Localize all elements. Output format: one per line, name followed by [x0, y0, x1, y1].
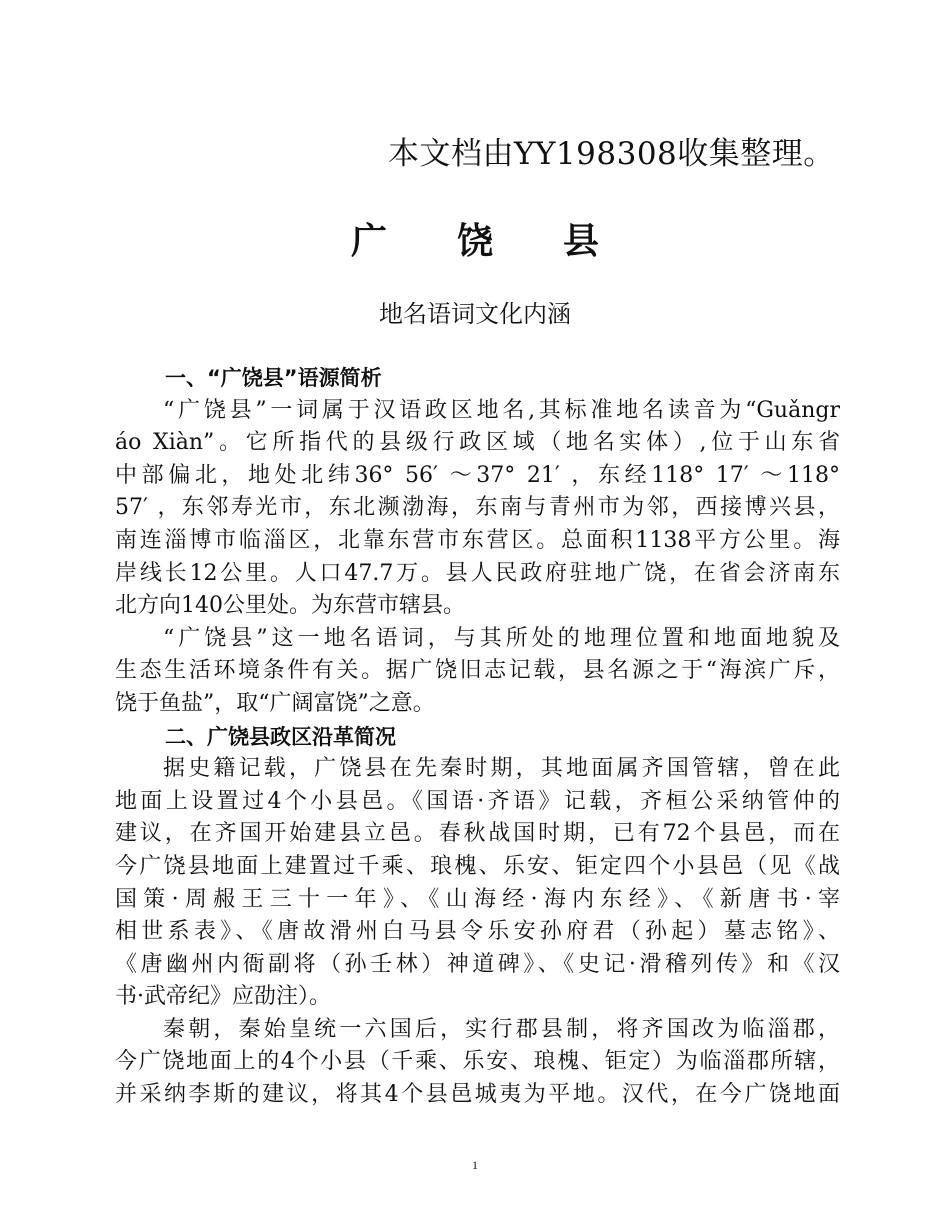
section-heading-1: 一、“广饶县”语源简析 — [165, 366, 382, 390]
page-subtitle: 地名语词文化内涵 — [379, 300, 571, 328]
section-heading-2: 二、广饶县政区沿革简况 — [165, 724, 396, 749]
title-char-2: 饶 — [456, 220, 493, 262]
paragraph-line: 北方向140公里处。为东营市辖县。 — [115, 593, 465, 619]
paragraph-line: 《唐幽州内衙副将（孙壬林）神道碑》、《史记·滑稽列传》和《汉 — [115, 951, 840, 977]
paragraph-line: 据史籍记载，广饶县在先秦时期，其地面属齐国管辖，曾在此 — [163, 756, 840, 782]
collection-notice: 本文档由YY198308收集整理。 — [388, 136, 835, 172]
paragraph-line: 书·武帝纪》应劭注）。 — [115, 984, 331, 1010]
paragraph-line: 中部偏北，地处北纬36° 56′ ～37° 21′ ，东经118° 17′ ～118° — [115, 462, 840, 488]
page-number: 1 — [472, 1158, 478, 1172]
paragraph-1 — [115, 395, 840, 623]
document-body — [115, 362, 840, 1112]
paragraph-line: 今广饶地面上的4个小县（千乘、乐安、琅槐、钜定）为临淄郡所辖， — [115, 1049, 840, 1075]
paragraph-line: áo Xiàn”。它所指代的县级行政区域（地名实体）,位于山东省 — [115, 430, 840, 456]
paragraph-line: 建议，在齐国开始建县立邑。春秋战国时期，已有72个县邑，而在 — [115, 821, 840, 847]
paragraph-line: 岸线长12公里。人口47.7万。县人民政府驻地广饶，在省会济南东 — [115, 560, 840, 586]
page-title — [0, 213, 950, 264]
paragraph-line: 饶于鱼盐”，取“广阔富饶”之意。 — [115, 690, 435, 716]
paragraph-line: 生态生活环境条件有关。据广饶旧志记载，县名源之于“海滨广斥， — [115, 658, 840, 684]
paragraph-line: “广饶县”一词属于汉语政区地名,其标准地名读音为“Guǎngr — [163, 397, 840, 423]
paragraph-2 — [115, 623, 840, 721]
paragraph-line: 今广饶县地面上建置过千乘、琅槐、乐安、钜定四个小县邑（见《战 — [115, 853, 840, 879]
paragraph-4 — [115, 1014, 840, 1112]
paragraph-line: “广饶县”这一地名语词，与其所处的地理位置和地面地貌及 — [163, 625, 840, 651]
paragraph-line: 秦朝，秦始皇统一六国后，实行郡县制，将齐国改为临淄郡， — [163, 1016, 840, 1042]
paragraph-line: 相世系表》、《唐故滑州白马县令乐安孙府君（孙起）墓志铭》、 — [115, 919, 840, 945]
paragraph-line: 南连淄博市临淄区，北靠东营市东营区。总面积1138平方公里。海 — [115, 527, 840, 553]
paragraph-line: 国策·周赧王三十一年》、《山海经·海内东经》、《新唐书·宰 — [115, 886, 840, 912]
title-char-3: 县 — [563, 220, 600, 262]
paragraph-line: 并采纳李斯的建议，将其4个县邑城夷为平地。汉代，在今广饶地面 — [115, 1082, 840, 1108]
paragraph-line: 57′ ，东邻寿光市，东北濒渤海，东南与青州市为邻，西接博兴县， — [115, 495, 840, 521]
title-char-1: 广 — [350, 220, 387, 262]
paragraph-3 — [115, 753, 840, 1014]
paragraph-line: 地面上设置过4个小县邑。《国语·齐语》记载，齐桓公采纳管仲的 — [115, 788, 840, 814]
